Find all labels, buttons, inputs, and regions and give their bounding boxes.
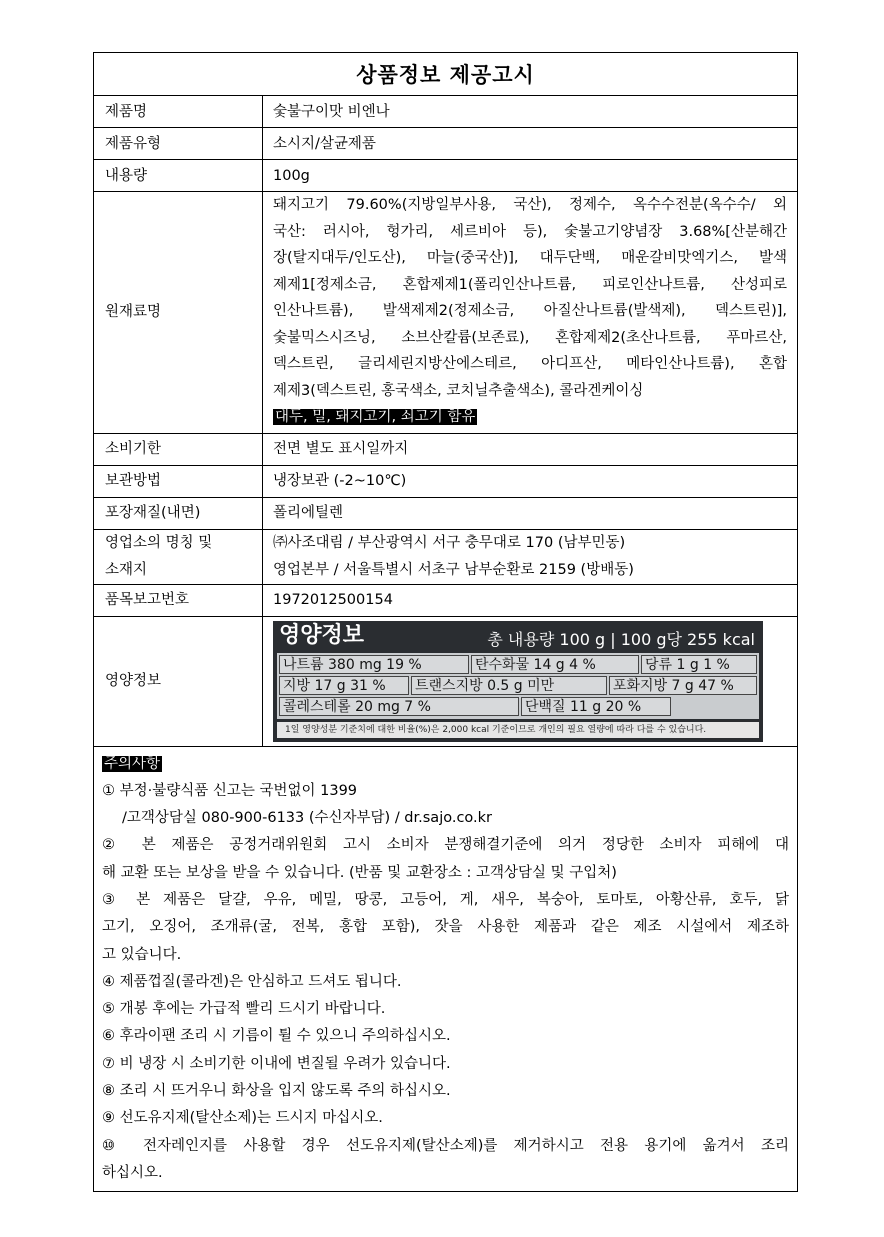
label-packaging: 포장재질(내면) — [94, 497, 263, 529]
label-storage: 보관방법 — [94, 465, 263, 497]
label-product-type: 제품유형 — [94, 128, 263, 160]
nutrition-fat: 지방 17 g 31 % — [279, 676, 409, 695]
nutrition-sugar: 당류 1 g 1 % — [641, 655, 757, 674]
label-nutrition: 영양정보 — [94, 616, 263, 746]
row-nutrition — [94, 616, 797, 746]
value-nutrition — [263, 616, 798, 746]
nutrition-header — [273, 621, 763, 651]
nutrition-label-image — [273, 621, 763, 742]
notice-item: ⑥ 후라이팬 조리 시 기름이 튈 수 있으니 주의하십시오. — [102, 1028, 451, 1045]
row-storage — [94, 465, 797, 497]
notice-heading-line — [102, 751, 789, 778]
notice-item: 하십시오. — [102, 1164, 163, 1181]
value-business — [263, 529, 798, 584]
label-business-line: 소재지 — [105, 561, 148, 578]
label-product-name: 제품명 — [94, 96, 263, 128]
nutrition-grid — [277, 653, 759, 719]
label-business-line: 영업소의 명칭 및 — [105, 534, 213, 551]
notice-item: ③ 본 제품은 달걀, 우유, 메밀, 땅콩, 고등어, 게, 새우, 복숭아, 토마토, 아황산류, 호두, 닭 — [102, 891, 789, 908]
value-expiry: 전면 별도 표시일까지 — [263, 433, 798, 465]
row-volume — [94, 160, 797, 192]
row-product-type — [94, 128, 797, 160]
label-volume: 내용량 — [94, 160, 263, 192]
nutrition-protein: 단백질 11 g 20 % — [521, 697, 671, 716]
sheet-title: 상품정보 제공고시 — [94, 53, 797, 96]
notice-item: ⑨ 선도유지제(탈산소제)는 드시지 마십시오. — [102, 1110, 383, 1127]
product-info-sheet — [93, 52, 798, 1192]
notice-heading: 주의사항 — [104, 755, 161, 772]
value-ingredients — [263, 192, 798, 434]
row-product-name — [94, 96, 797, 128]
business-address-line: 영업본부 / 서울특별시 서초구 남부순환로 2159 (방배동) — [273, 561, 634, 578]
nutrition-summary: 총 내용량 100 g | 100 g당 255 kcal — [487, 629, 755, 649]
nutrition-sodium: 나트륨 380 mg 19 % — [279, 655, 469, 674]
value-volume: 100g — [263, 160, 798, 192]
ingredient-line: 숯불믹스시즈닝, 소브산칼륨(보존료), 혼합제제2(초산나트륨, 푸마르산, — [273, 329, 787, 346]
notice-item: 고기, 오징어, 조개류(굴, 전복, 홍합 포함), 잣을 사용한 제품과 같은 제조 시설에서 제조하 — [102, 919, 789, 936]
nutrition-transfat: 트랜스지방 0.5 g 미만 — [411, 676, 607, 695]
row-expiry — [94, 433, 797, 465]
ingredient-line: 제제1[정제소금, 혼합제제1(폴리인산나트륨, 피로인산나트륨, 산성피로 — [273, 276, 787, 293]
ingredient-line: 장(탈지대두/인도산), 마늘(중국산)], 대두단백, 매운갈비맛엑기스, 발색 — [273, 250, 787, 266]
row-packaging — [94, 497, 797, 529]
row-report-no — [94, 584, 797, 616]
business-address-line: ㈜사조대림 / 부산광역시 서구 충무대로 170 (남부민동) — [273, 534, 626, 551]
notice-item: ④ 제품껍질(콜라겐)은 안심하고 드셔도 됩니다. — [102, 973, 402, 990]
nutrition-cholesterol: 콜레스테롤 20 mg 7 % — [279, 697, 519, 716]
value-storage: 냉장보관 (-2~10℃) — [263, 465, 798, 497]
value-packaging: 폴리에틸렌 — [263, 497, 798, 529]
ingredient-line: 덱스트린, 글리세린지방산에스테르, 아디프산, 메타인산나트륨), 혼합 — [273, 356, 787, 372]
row-ingredients — [94, 192, 797, 434]
label-business — [94, 529, 263, 584]
notice-item: ② 본 제품은 공정거래위원회 고시 소비자 분쟁해결기준에 의거 정당한 소비자 피해에 대 — [102, 837, 789, 854]
value-product-name: 숯불구이맛 비엔나 — [263, 96, 798, 128]
label-ingredients: 원재료명 — [94, 192, 263, 434]
allergy-line — [273, 404, 787, 431]
label-report-no: 품목보고번호 — [94, 584, 263, 616]
row-business — [94, 529, 797, 584]
nutrition-carbs: 탄수화물 14 g 4 % — [471, 655, 639, 674]
notice-item: 고 있습니다. — [102, 946, 182, 963]
ingredient-line: 돼지고기 79.60%(지방일부사용, 국산), 정제수, 옥수수전분(옥수수/ 외 — [273, 197, 787, 213]
nutrition-satfat: 포화지방 7 g 47 % — [609, 676, 757, 695]
notice-item: ⑤ 개봉 후에는 가급적 빨리 드시기 바랍니다. — [102, 1001, 386, 1018]
notice-section — [94, 747, 797, 1192]
label-expiry: 소비기한 — [94, 433, 263, 465]
ingredient-line: 국산: 러시아, 헝가리, 세르비아 등), 숯불고기양념장 3.68%[산분해간 — [273, 223, 787, 240]
nutrition-footnote: 1일 영양성분 기준치에 대한 비율(%)은 2,000 kcal 기준이므로 개인의 필요 열량에 따라 다를 수 있습니다. — [277, 722, 759, 738]
notice-item: /고객상담실 080-900-6133 (수신자부담) / dr.sajo.co.kr — [122, 810, 493, 827]
ingredient-line: 인산나트륨), 발색제제2(정제소금, 아질산나트륨(발색제), 덱스트린)], — [273, 303, 787, 319]
ingredient-line: 제제3(덱스트린, 홍국색소, 코치닐추출색소), 콜라겐케이싱 — [273, 382, 644, 399]
notice-item: ⑦ 비 냉장 시 소비기한 이내에 변질될 우려가 있습니다. — [102, 1055, 451, 1072]
notice-item: ① 부정·불량식품 신고는 국번없이 1399 — [102, 782, 358, 799]
info-table — [94, 96, 797, 747]
notice-item: 해 교환 또는 보상을 받을 수 있습니다. (반품 및 교환장소 : 고객상담실 및 구입처) — [102, 864, 617, 881]
allergy-highlight: 대두, 밀, 돼지고기, 쇠고기 함유 — [275, 409, 476, 425]
notice-item: ⑧ 조리 시 뜨거우니 화상을 입지 않도록 주의 하십시오. — [102, 1083, 451, 1100]
value-report-no: 1972012500154 — [263, 584, 798, 616]
nutrition-header-title: 영양정보 — [279, 622, 365, 648]
notice-item: ⑩ 전자레인지를 사용할 경우 선도유지제(탈산소제)를 제거하시고 전용 용기에 옮겨서 조리 — [102, 1137, 789, 1154]
value-product-type: 소시지/살균제품 — [263, 128, 798, 160]
